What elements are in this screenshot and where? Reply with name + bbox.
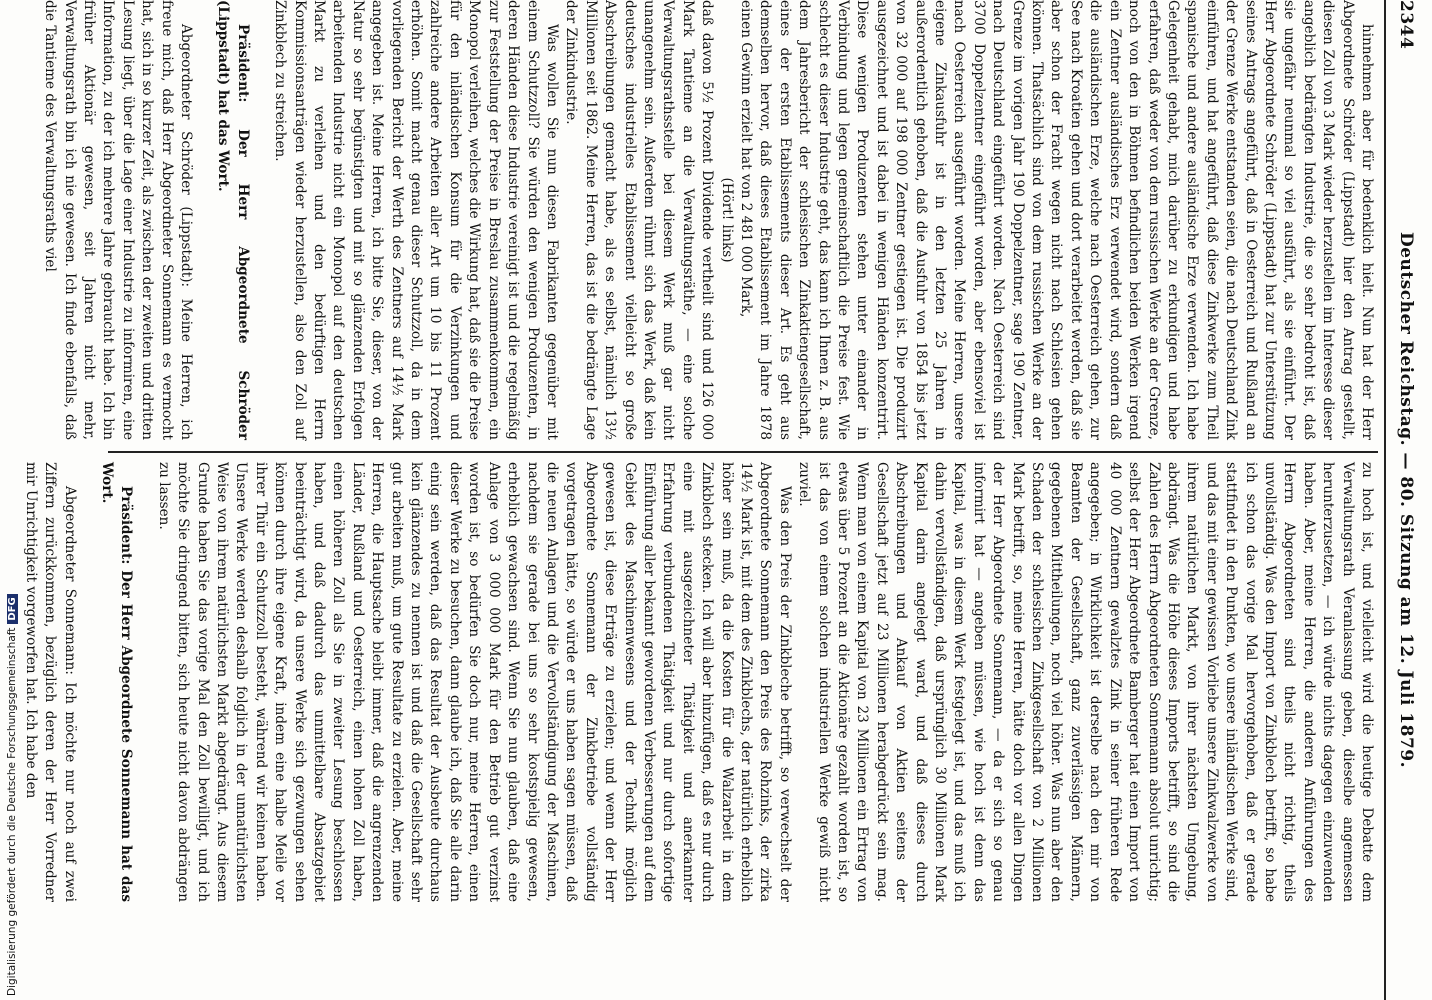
paragraph: (Hört! links) <box>718 177 735 263</box>
right-column <box>20 462 1376 902</box>
paragraph: Abgeordneter Schröder (Lippstadt): Meine Herren, ich freue mich, daß Herr Abgeordneter Sonnemann es vermocht hat, sich in so kurzer Zeit, als zwischen der zweiten und dritten Lesung liegt, über die Lage einer Industrie zu informiren, eine Information, zu der ich mehrere Jahre gebraucht habe. Ich bin früher Aktionär gewesen, seit Jahren nicht mehr, Verwaltungsrath bin ich nie gewesen. Ich finde ebenfalls, daß die Tantieme des Verwaltungsraths viel <box>42 0 195 440</box>
paragraph: Was wollen Sie nun diesen Fabrikanten gegenüber mit einem Schutzzoll? Sie würden den wenigen Produzenten, in deren Händen diese Industrie vereinigt ist und die regelmäßig zur Feststellung der Preise in Breslau zusammenkommen, ein Monopol verleihen, welches die Wirkung hat, daß sie die Preise für den inländischen Konsum für die Verzinkungen und zahlreiche andere Arbeiten aller Art um 10 bis 11 Prozent erhöhen. Somit macht genau dieser Schutzzoll, da in dem vorliegenden Bericht der Werth des Zentners auf 14½ Mark angegeben ist. Meine Herren, ich bitte Sie, dieser, von der Natur so sehr begünstigten und mit so glänzenden Erfolgen arbeitenden Industrie nicht ein Monopol auf den deutschen Markt zu verleihen und den bedürftigen Herrn Kommissionsanträgen wieder herzustellen, also den Zoll auf Zinkblech zu streichen. <box>272 0 560 440</box>
column-divider <box>108 451 1378 453</box>
page-number: 2344 <box>1396 0 1416 50</box>
page-title: Deutscher Reichstag. — 80. Sitzung am 12. Juli 1879. <box>1396 231 1416 769</box>
funding-credit <box>6 594 18 996</box>
paragraph: Präsident: Der Herr Abgeordnete Sonnemann hat das Wort. <box>99 462 135 902</box>
page-header <box>1390 0 1416 1000</box>
paragraph <box>79 462 97 902</box>
paragraph <box>195 0 213 440</box>
credit-text: Digitalisierung gefördert durch die Deutsche Forschungsgemeinschaft <box>6 627 18 996</box>
paragraph: daß davon 5½ Prozent Dividende vertheilt sind und 126 000 Mark Tantieme an die Verwaltungsräthe, — eine solche Verwaltungsrathsstelle bei diesem Werk muß gar nicht unangenehm sein. Außerdem rühmt sich das Werk, daß kein deutsches industrielles Etablissement vielleicht so große Abschreibungen gemacht habe, als es selbst, nämlich 13½ Millionen seit 1862. Meine Herren, das ist die bedrängte Lage der Zinkindustrie. <box>563 0 716 440</box>
header-rule <box>1384 0 1386 1000</box>
paragraph: Abgeordneter Sonnemann: Ich möchte nur noch auf zwei Ziffern zurückkommen, bezüglich deren der Herr Vorredner mir Unrichtigkeit vorgeworfen hat. Ich habe den <box>22 462 78 902</box>
paragraph: Was den Preis der Zinkbleche betrifft, so verwechselt der Abgeordnete Sonnemann den Preis des Rohzinks, der zirka 14½ Mark ist, mit dem des Zinkblechs, der natürlich erheblich höher sein muß, da die Kosten für die Walzarbeit in dem Zinkblech stecken. Ich will aber hinzufügen, daß es nur durch eine mit ausgezeichneter Thätigkeit und anerkannter Erfahrung verbundenen Thätigkeit und nur durch sofortige Einführung aller bekannt gewordenen Verbesserungen auf dem Gebiet des Maschinenwesens und der Technik möglich gewesen ist, diese Erträge zu erzielen; und wenn der Herr Abgeordnete Sonnemann der Zinkbetriebe vollständig vorgetragen hätte, so würde er uns haben sagen müssen, daß die neuen Anlagen und die Vervollständigung der Maschinen, nachdem sie gerade bei uns so sehr kostspielig gewesen, erheblich gewachsen sind. Wenn Sie nun glauben, daß eine Anlage von 3 000 000 Mark für den Betrieb gut verzinst worden ist, so bedürfen Sie doch nur, meine Herren, einen dieser Werke zu besuchen, dann glaube ich, daß Sie alle darin einig sein werden, daß das Resultat der Ausbeute durchaus kein glänzendes zu nennen ist und daß die Gesellschaft sehr gut arbeiten muß, um gute Resultate zu erzielen. Aber, meine Herren, die Hauptsache bleibt immer, daß die angrenzenden Länder, Rußland und Oesterreich, einen hohen Zoll haben, einen höheren Zoll als Sie in zweiter Lesung beschlossen haben, und daß dadurch das unmittelbare Absatzgebiet beeinträchtigt wird, da unsere Werke sich gezwungen sehen können durch ihre eigene Kraft, indem eine halbe Meile vor ihrer Thür ein Schutzzoll besteht, während wir keinen haben. Unsere Werke werden deshalb folglich in der unnatürlichsten Weise von ihrem natürlichsten Markt abgedrängt. Aus diesem Grunde haben Sie das vorige Mal den Zoll bewilligt, und ich möchte Sie dringend bitten, sich heute nicht davon abdrängen zu lassen. <box>155 462 793 902</box>
paragraph <box>135 462 153 902</box>
dfg-logo: DFG <box>7 594 18 623</box>
paragraph <box>252 0 270 440</box>
paragraph: Präsident: Der Herr Abgeordnete Schröder (Lippstadt) hat das Wort. <box>215 0 251 440</box>
paragraph: hinnehmen aber für bedenklich hielt. Nun hat der Herr Abgeordnete Schröder (Lippstadt) hier den Antrag gestellt, diesen Zoll von 3 Mark wieder herzustellen im Interesse dieser angeblich bedrängten Industrie, die so sehr bedroht ist, daß sie ungefähr neunmal so viel ausführt, als sie einführt. Der Herr Abgeordnete Schröder (Lippstadt) hat zur Unterstützung seines Antrags angeführt, daß in Oesterreich und Rußland an der Grenze Werke entstanden seien, die nach Deutschland Zink einführen, und hat angeführt, daß diese Zinkwerke zum Theil spanische und andere ausländische Erze verwenden. Ich habe Gelegenheit gehabt, mich darüber zu erkundigen und habe erfahren, daß weder von dem russischen Werke an der Grenze, noch von den in Böhmen befindlichen beiden Werken irgend ein Zentner ausländisches Erz verwendet wird, sondern daß die ausländischen Erze, welche nach Oesterreich gehen, zur See nach Kroatien gehen und dort verarbeitet werden, daß sie aber schon der Fracht wegen nicht nach Schlesien gehen können. Thatsächlich sind von dem russischen Werke an der Grenze im vorigen Jahr 190 Doppelzentner, sage 190 Zentner, nach Deutschland eingeführt worden. Nach Oesterreich sind 3700 Doppelzentner eingeführt worden, aber ebensoviel ist nach Oesterreich ausgeführt worden. Meine Herren, unsere eigene Zinkausfuhr ist in den letzten 25 Jahren in außerordentlich gehoben, daß die Ausfuhr von 1854 bis jetzt von 32 000 auf 198 000 Zentner gestiegen ist. Die produzirt ausgezeichnet und ist dabei in wenigen Händen konzentrirt. Diese wenigen Produzenten stehen unter einander in Verbindung und legen gemeinschaftlich die Preise fest. Wie schlecht es dieser Industrie geht, das kann ich Ihnen z. B. aus dem Jahresbericht der schlesischen Zinkaktiengesellschaft, eines der ersten Etablissements dieser Art. Es geht aus demselben hervor, daß dieses Etablissement im Jahre 1878 einen Gewinn erzielt hat von 2 481 000 Mark, <box>738 0 1375 440</box>
paragraph: zu hoch ist, und vielleicht wird die heutige Debatte dem Verwaltungsrath Veranlassung geben, dieselbe angemessen herunterzusetzen, — ich würde nichts dagegen einzuwenden haben. Aber, meine Herren, die anderen Anführungen des Herrn Abgeordneten sind theils nicht richtig, theils unvollständig. Was den Import von Zinkblech betrifft, so habe ich schon das vorige Mal hervorgehoben, daß er gerade stattfindet in den Punkten, wo unsere inländischen Werke sind, und das mit einer gewissen Vorliebe unsere Zinkwalzwerke von ihrem natürlichen Markt, von ihrer nächsten Umgebung, abdrängt. Was die Höhe dieses Imports betrifft, so sind die Zahlen des Herrn Abgeordneten Sonnemann absolut unrichtig; selbst der Herr Abgeordnete Bamberger hat einen Import von 40 000 Zentnern gewalztes Zink in seiner früheren Rede angegeben; in Wirklichkeit ist derselbe nach den mir von Beamten der Gesellschaft, ganz zuverlässigen Männern, gegebenen Mittheilungen, noch viel höher. Was nun aber den Schaden der schlesischen Zinkgesellschaft von 2 Millionen Mark betrifft, so, meine Herren, hätte doch vor allen Dingen der Herr Abgeordnete Sonnemann, — da er sich so genau informirt hat — angeben müssen, wie hoch ist denn das Kapital, was in diesem Werk festgelegt ist, und das muß ich dahin vervollständigen, daß ursprünglich 30 Millionen Mark Kapital darin angelegt ward, und daß dieses durch Abschreibungen und Ankauf von Aktien seitens der Gesellschaft jetzt auf 23 Millionen herabgedrückt sein mag. Wenn man von einem Kapital von 23 Millionen ein Ertrag von etwas über 5 Prozent an die Aktionäre gezahlt worden ist, so ist das von einem solchen industriellen Werke gewiß nicht zuviel. <box>796 462 1375 902</box>
left-column <box>40 0 1376 440</box>
rotated-page <box>22 0 1416 1000</box>
